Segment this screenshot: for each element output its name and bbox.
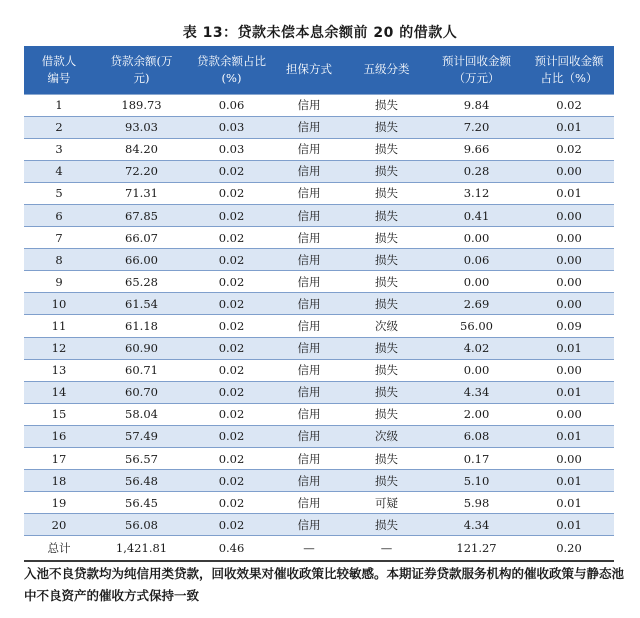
- cell-borrower-no: 16: [24, 425, 94, 447]
- cell-classification: 损失: [344, 359, 429, 381]
- cell-recovery: 56.00: [429, 315, 524, 337]
- cell-classification: 损失: [344, 182, 429, 204]
- cell-recovery: 0.06: [429, 249, 524, 271]
- total-guarantee: —: [274, 536, 344, 562]
- header-recovery-pct: 预计回收金额 占比（%）: [524, 46, 614, 94]
- cell-balance-pct: 0.02: [189, 337, 274, 359]
- cell-borrower-no: 19: [24, 492, 94, 514]
- cell-balance-pct: 0.06: [189, 94, 274, 116]
- cell-classification: 损失: [344, 403, 429, 425]
- table-title: 表 13：贷款未偿本息余额前 20 的借款人: [182, 25, 458, 41]
- cell-balance: 58.04: [94, 403, 189, 425]
- table-row: [24, 138, 614, 160]
- cell-balance-pct: 0.02: [189, 470, 274, 492]
- table-row: [24, 204, 614, 226]
- cell-recovery: 0.28: [429, 160, 524, 182]
- cell-balance-pct: 0.02: [189, 359, 274, 381]
- cell-recovery-pct: 0.00: [524, 271, 614, 293]
- cell-guarantee: 信用: [274, 160, 344, 182]
- cell-guarantee: 信用: [274, 315, 344, 337]
- cell-recovery-pct: 0.01: [524, 337, 614, 359]
- cell-balance: 61.54: [94, 293, 189, 315]
- cell-balance: 56.48: [94, 470, 189, 492]
- cell-borrower-no: 14: [24, 381, 94, 403]
- table-row: [24, 94, 614, 116]
- cell-borrower-no: 15: [24, 403, 94, 425]
- cell-guarantee: 信用: [274, 514, 344, 536]
- cell-recovery: 5.98: [429, 492, 524, 514]
- cell-recovery-pct: 0.00: [524, 359, 614, 381]
- cell-balance-pct: 0.02: [189, 425, 274, 447]
- table-row: [24, 315, 614, 337]
- cell-recovery-pct: 0.02: [524, 94, 614, 116]
- cell-recovery-pct: 0.00: [524, 403, 614, 425]
- cell-balance-pct: 0.02: [189, 381, 274, 403]
- cell-balance-pct: 0.02: [189, 403, 274, 425]
- cell-borrower-no: 17: [24, 448, 94, 470]
- cell-recovery-pct: 0.00: [524, 227, 614, 249]
- cell-recovery: 9.84: [429, 94, 524, 116]
- cell-balance: 57.49: [94, 425, 189, 447]
- header-row: [24, 46, 614, 94]
- cell-guarantee: 信用: [274, 359, 344, 381]
- cell-classification: 损失: [344, 94, 429, 116]
- cell-guarantee: 信用: [274, 116, 344, 138]
- table-row: [24, 492, 614, 514]
- cell-recovery: 6.08: [429, 425, 524, 447]
- total-row: [24, 536, 614, 562]
- cell-balance-pct: 0.02: [189, 227, 274, 249]
- cell-recovery: 9.66: [429, 138, 524, 160]
- cell-borrower-no: 9: [24, 271, 94, 293]
- cell-balance-pct: 0.02: [189, 182, 274, 204]
- cell-recovery: 7.20: [429, 116, 524, 138]
- cell-guarantee: 信用: [274, 249, 344, 271]
- cell-classification: 损失: [344, 160, 429, 182]
- cell-recovery-pct: 0.02: [524, 138, 614, 160]
- cell-balance: 56.45: [94, 492, 189, 514]
- cell-recovery-pct: 0.01: [524, 492, 614, 514]
- total-classification: —: [344, 536, 429, 562]
- cell-recovery-pct: 0.01: [524, 116, 614, 138]
- cell-balance: 56.57: [94, 448, 189, 470]
- cell-guarantee: 信用: [274, 403, 344, 425]
- cell-recovery: 2.69: [429, 293, 524, 315]
- cell-borrower-no: 11: [24, 315, 94, 337]
- cell-balance-pct: 0.02: [189, 271, 274, 293]
- cell-guarantee: 信用: [274, 470, 344, 492]
- header-classification: 五级分类: [344, 46, 429, 94]
- cell-recovery-pct: 0.01: [524, 470, 614, 492]
- table-row: [24, 514, 614, 536]
- cell-balance-pct: 0.02: [189, 492, 274, 514]
- table-row: [24, 448, 614, 470]
- cell-guarantee: 信用: [274, 337, 344, 359]
- header-borrower-no: 借款人 编号: [24, 46, 94, 94]
- table-row: [24, 337, 614, 359]
- cell-recovery: 0.00: [429, 227, 524, 249]
- cell-balance-pct: 0.02: [189, 293, 274, 315]
- cell-balance-pct: 0.02: [189, 204, 274, 226]
- top20-borrowers-table: [24, 46, 614, 562]
- cell-balance-pct: 0.03: [189, 116, 274, 138]
- cell-balance: 66.07: [94, 227, 189, 249]
- table-row: [24, 470, 614, 492]
- cell-borrower-no: 7: [24, 227, 94, 249]
- total-recovery: 121.27: [429, 536, 524, 562]
- cell-borrower-no: 4: [24, 160, 94, 182]
- cell-balance: 67.85: [94, 204, 189, 226]
- cell-balance: 66.00: [94, 249, 189, 271]
- total-balance: 1,421.81: [94, 536, 189, 562]
- cell-borrower-no: 13: [24, 359, 94, 381]
- cell-classification: 损失: [344, 116, 429, 138]
- cell-guarantee: 信用: [274, 425, 344, 447]
- cell-recovery: 0.41: [429, 204, 524, 226]
- cell-recovery-pct: 0.00: [524, 448, 614, 470]
- cell-recovery-pct: 0.00: [524, 204, 614, 226]
- total-balance-pct: 0.46: [189, 536, 274, 562]
- table-row: [24, 271, 614, 293]
- table-row: [24, 425, 614, 447]
- header-balance: 贷款余额(万 元): [94, 46, 189, 94]
- cell-recovery-pct: 0.01: [524, 381, 614, 403]
- cell-balance: 93.03: [94, 116, 189, 138]
- cell-recovery-pct: 0.01: [524, 514, 614, 536]
- cell-balance: 60.70: [94, 381, 189, 403]
- cell-classification: 次级: [344, 315, 429, 337]
- table-row: [24, 359, 614, 381]
- cell-borrower-no: 5: [24, 182, 94, 204]
- cell-recovery: 3.12: [429, 182, 524, 204]
- cell-balance: 72.20: [94, 160, 189, 182]
- cell-borrower-no: 2: [24, 116, 94, 138]
- table-row: [24, 293, 614, 315]
- cell-recovery: 0.00: [429, 271, 524, 293]
- cell-guarantee: 信用: [274, 138, 344, 160]
- cell-guarantee: 信用: [274, 94, 344, 116]
- header-guarantee: 担保方式: [274, 46, 344, 94]
- cell-classification: 损失: [344, 448, 429, 470]
- cell-balance-pct: 0.02: [189, 249, 274, 271]
- cell-guarantee: 信用: [274, 448, 344, 470]
- cell-classification: 损失: [344, 514, 429, 536]
- cell-balance-pct: 0.02: [189, 448, 274, 470]
- cell-recovery: 0.17: [429, 448, 524, 470]
- cell-classification: 损失: [344, 138, 429, 160]
- cell-recovery-pct: 0.00: [524, 293, 614, 315]
- cell-classification: 损失: [344, 271, 429, 293]
- cell-guarantee: 信用: [274, 227, 344, 249]
- table-row: [24, 182, 614, 204]
- cell-balance: 56.08: [94, 514, 189, 536]
- cell-balance: 71.31: [94, 182, 189, 204]
- table-row: [24, 249, 614, 271]
- table-row: [24, 381, 614, 403]
- total-label: 总计: [24, 536, 94, 562]
- cell-guarantee: 信用: [274, 204, 344, 226]
- cell-borrower-no: 6: [24, 204, 94, 226]
- cell-classification: 损失: [344, 227, 429, 249]
- cell-recovery-pct: 0.00: [524, 160, 614, 182]
- cell-borrower-no: 1: [24, 94, 94, 116]
- cell-guarantee: 信用: [274, 492, 344, 514]
- cell-balance: 84.20: [94, 138, 189, 160]
- cell-classification: 损失: [344, 470, 429, 492]
- cell-recovery-pct: 0.00: [524, 249, 614, 271]
- cell-guarantee: 信用: [274, 182, 344, 204]
- cell-recovery-pct: 0.01: [524, 182, 614, 204]
- cell-balance: 65.28: [94, 271, 189, 293]
- cell-borrower-no: 10: [24, 293, 94, 315]
- cell-borrower-no: 12: [24, 337, 94, 359]
- cell-classification: 损失: [344, 337, 429, 359]
- cell-recovery: 0.00: [429, 359, 524, 381]
- cell-balance: 60.90: [94, 337, 189, 359]
- cell-balance: 189.73: [94, 94, 189, 116]
- cell-recovery: 5.10: [429, 470, 524, 492]
- header-balance-pct: 贷款余额占比 (%): [189, 46, 274, 94]
- cell-classification: 损失: [344, 204, 429, 226]
- cell-classification: 损失: [344, 381, 429, 403]
- header-recovery: 预计回收金额 （万元）: [429, 46, 524, 94]
- table-row: [24, 160, 614, 182]
- cell-balance-pct: 0.02: [189, 160, 274, 182]
- cell-recovery: 4.34: [429, 514, 524, 536]
- cell-borrower-no: 3: [24, 138, 94, 160]
- total-recovery-pct: 0.20: [524, 536, 614, 562]
- cell-recovery: 4.34: [429, 381, 524, 403]
- cell-guarantee: 信用: [274, 271, 344, 293]
- cell-recovery-pct: 0.01: [524, 425, 614, 447]
- cell-recovery-pct: 0.09: [524, 315, 614, 337]
- cell-balance: 60.71: [94, 359, 189, 381]
- cell-classification: 损失: [344, 249, 429, 271]
- table-row: [24, 403, 614, 425]
- table-row: [24, 227, 614, 249]
- cell-borrower-no: 8: [24, 249, 94, 271]
- table-row: [24, 116, 614, 138]
- cell-balance-pct: 0.02: [189, 315, 274, 337]
- cell-guarantee: 信用: [274, 381, 344, 403]
- cell-classification: 次级: [344, 425, 429, 447]
- cell-classification: 可疑: [344, 492, 429, 514]
- cell-borrower-no: 18: [24, 470, 94, 492]
- cell-balance-pct: 0.02: [189, 514, 274, 536]
- cell-balance-pct: 0.03: [189, 138, 274, 160]
- cell-classification: 损失: [344, 293, 429, 315]
- cell-balance: 61.18: [94, 315, 189, 337]
- cell-recovery: 4.02: [429, 337, 524, 359]
- footnote: 入池不良贷款均为纯信用类贷款，回收效果对催收政策比较敏感。本期证券贷款服务机构的催收政策与静态池中不良资产的催收方式保持一致: [24, 566, 625, 603]
- cell-guarantee: 信用: [274, 293, 344, 315]
- cell-recovery: 2.00: [429, 403, 524, 425]
- cell-borrower-no: 20: [24, 514, 94, 536]
